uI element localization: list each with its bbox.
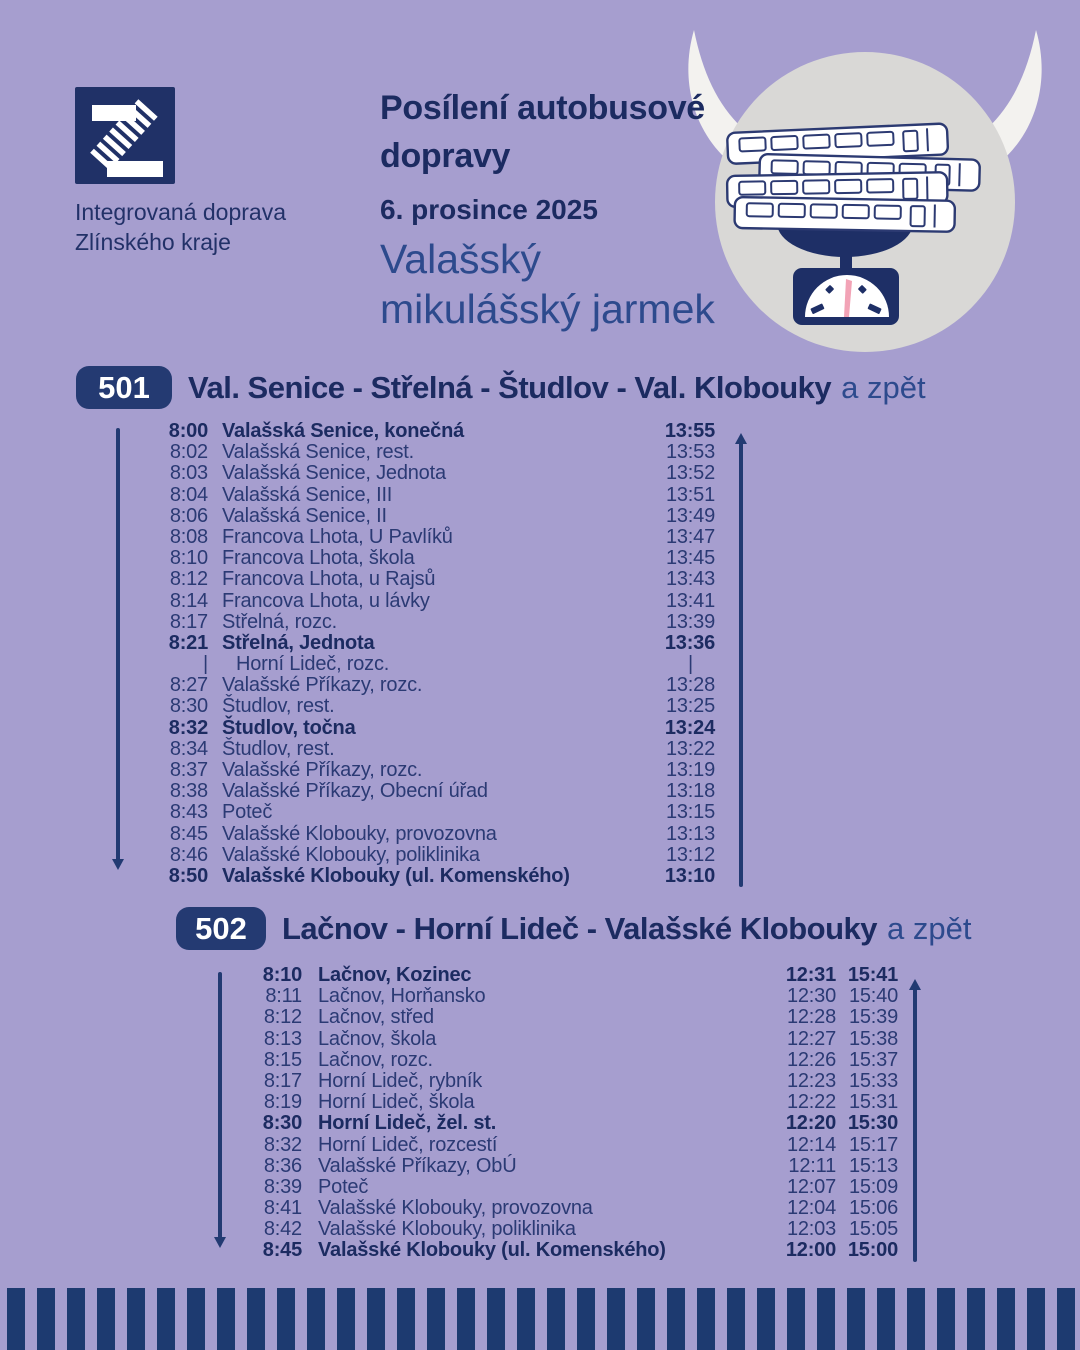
departure-time: 8:10: [262, 964, 302, 986]
timetable-row: [130, 802, 715, 823]
timetable-row: [130, 463, 715, 484]
stop-name: Střelná, Jednota: [222, 631, 375, 654]
route-501-return-arrow: [739, 438, 743, 887]
timetable-row: [130, 442, 715, 463]
return-time: 13:13: [665, 822, 715, 845]
return-time: 13:19: [665, 759, 715, 781]
brand-caption-line1: Integrovaná doprava: [75, 199, 286, 225]
return-time: 15:38: [848, 1027, 898, 1050]
timetable-row: [130, 675, 715, 696]
return-time: 13:10: [664, 864, 715, 887]
stop-name: Valašské Klobouky (ul. Komenského): [222, 864, 570, 887]
departure-time: 8:03: [169, 462, 208, 485]
timetable-row: [228, 965, 898, 986]
stop-name: Horní Lideč, žel. st.: [318, 1112, 497, 1135]
return-time: 12:26: [786, 1048, 836, 1071]
stop-name: Valašské Klobouky, poliklinika: [222, 843, 480, 866]
return-time: 13:53: [665, 441, 715, 464]
departure-time: 8:41: [263, 1197, 302, 1220]
return-time: 12:07: [786, 1175, 836, 1198]
departure-time: 8:12: [169, 568, 208, 591]
return-time: 15:33: [848, 1069, 898, 1092]
poster-title-line1: Posílení autobusové: [380, 89, 705, 127]
bus-icon: [734, 197, 955, 232]
stop-name: Francova Lhota, u lávky: [222, 589, 430, 612]
return-time: 13:28: [665, 674, 715, 697]
return-time: 13:41: [665, 589, 715, 612]
departure-time: 8:32: [168, 716, 208, 739]
return-time: 12:30: [786, 985, 836, 1008]
stop-name: Valašské Klobouky, provozovna: [222, 822, 497, 845]
timetable-row: [228, 1219, 898, 1240]
poster-title-line2: dopravy: [380, 137, 511, 175]
departure-time: 8:43: [169, 801, 208, 824]
departure-time: 8:06: [169, 504, 208, 527]
route-501-suffix: a zpět: [841, 369, 926, 405]
return-time: 13:24: [664, 716, 715, 739]
return-time: 13:36: [664, 631, 715, 654]
return-time: 15:40: [848, 985, 898, 1008]
departure-time: 8:15: [263, 1048, 302, 1071]
return-time: 13:22: [665, 737, 715, 760]
event-title-line2: mikulášský jarmek: [380, 286, 715, 332]
timetable-row: [228, 1071, 898, 1092]
return-time: 12:04: [786, 1197, 836, 1220]
timetable-row: [130, 718, 715, 739]
departure-time: 8:17: [263, 1069, 302, 1092]
route-501-badge: 501: [76, 366, 172, 409]
route-501-timetable: [130, 421, 715, 887]
return-time: 12:22: [786, 1091, 836, 1114]
return-time: |: [688, 653, 693, 676]
stop-name: Valašské Klobouky (ul. Komenského): [318, 1239, 666, 1262]
departure-time: 8:30: [169, 695, 208, 718]
return-time: 13:15: [665, 801, 715, 824]
return-time: 12:03: [786, 1218, 836, 1241]
timetable-row: [228, 986, 898, 1007]
timetable-row: [130, 760, 715, 781]
timetable-row: [130, 421, 715, 442]
departure-time: 8:27: [169, 674, 208, 697]
return-time: 15:39: [848, 1006, 898, 1029]
event-title: [380, 234, 715, 334]
return-time: 12:20: [785, 1112, 836, 1135]
departure-time: 8:37: [169, 759, 208, 781]
return-time: 13:12: [665, 843, 715, 866]
return-time: 13:25: [665, 695, 715, 718]
departure-time: 8:04: [169, 483, 208, 506]
route-502-title: Lačnov - Horní Lideč - Valašské Klobouky: [282, 910, 878, 946]
stop-name: Francova Lhota, u Rajsů: [222, 568, 436, 591]
departure-time: 8:42: [263, 1218, 302, 1241]
departure-time: 8:45: [169, 822, 208, 845]
route-502-timetable: [228, 965, 898, 1262]
return-time: 13:52: [665, 462, 715, 485]
timetable-row: [130, 569, 715, 590]
timetable-row: [228, 1177, 898, 1198]
stop-name: Študlov, rest.: [222, 695, 335, 718]
stop-name: Študlov, rest.: [222, 737, 335, 760]
route-501-header: [76, 366, 926, 409]
stop-name: Poteč: [318, 1175, 369, 1198]
stop-name: Valašská Senice, konečná: [222, 420, 465, 442]
return-time: 15:31: [848, 1091, 898, 1114]
timetable-row: [228, 1135, 898, 1156]
return-time: 12:31: [785, 964, 836, 986]
return-time: 13:47: [665, 525, 715, 548]
route-502-header: [176, 907, 971, 950]
departure-time: 8:21: [168, 631, 208, 654]
return-time: 15:05: [848, 1218, 898, 1241]
return-time: 13:18: [665, 780, 715, 803]
return-time: 15:06: [848, 1197, 898, 1220]
stop-name: Valašské Klobouky, provozovna: [318, 1197, 593, 1220]
timetable-row: [130, 654, 715, 675]
timetable-row: [130, 506, 715, 527]
return-time: 13:39: [665, 610, 715, 633]
stop-name: Francova Lhota, U Pavlíků: [222, 525, 453, 548]
stop-name: Valašské Klobouky, poliklinika: [318, 1218, 576, 1241]
return-time: 12:00: [785, 1239, 836, 1262]
stop-name: Valašské Příkazy, rozc.: [222, 759, 423, 781]
brand-caption-line2: Zlínského kraje: [75, 229, 231, 255]
route-502-return-arrow: [913, 984, 917, 1262]
stop-name: Študlov, točna: [222, 716, 356, 739]
timetable-row: [130, 633, 715, 654]
timetable-row: [228, 1240, 898, 1261]
return-time: 12:28: [786, 1006, 836, 1029]
route-502-badge: 502: [176, 907, 266, 950]
return-time: 12:27: [786, 1027, 836, 1050]
stop-name: Poteč: [222, 801, 273, 824]
brand-caption: [75, 197, 286, 257]
stop-name: Lačnov, škola: [318, 1027, 437, 1050]
departure-time: 8:14: [169, 589, 208, 612]
departure-time: 8:36: [263, 1154, 302, 1177]
return-time: 15:17: [848, 1133, 898, 1156]
return-time: 15:13: [848, 1154, 898, 1177]
timetable-row: [130, 548, 715, 569]
timetable-row: [130, 527, 715, 548]
stop-name: Horní Lideč, rozcestí: [318, 1133, 498, 1156]
route-501-title: Val. Senice - Střelná - Študlov - Val. Klobouky: [188, 369, 832, 405]
departure-time: |: [203, 653, 208, 676]
return-time: 12:23: [786, 1069, 836, 1092]
timetable-row: [228, 1113, 898, 1134]
timetable-row: [130, 485, 715, 506]
stop-name: Valašská Senice, Jednota: [222, 462, 446, 485]
stop-name: Francova Lhota, škola: [222, 547, 415, 570]
timetable-row: [228, 1029, 898, 1050]
timetable-row: [130, 781, 715, 802]
return-time: 15:30: [847, 1112, 898, 1135]
poster-title: [380, 84, 705, 180]
return-time: 13:51: [665, 483, 715, 506]
route-501-outbound-arrow: [116, 428, 120, 865]
stop-name: Lačnov, střed: [318, 1006, 434, 1029]
idzk-logo-icon: [75, 87, 175, 184]
departure-time: 8:39: [263, 1175, 302, 1198]
timetable-row: [130, 612, 715, 633]
timetable-row: [228, 1092, 898, 1113]
stop-name: Střelná, rozc.: [222, 610, 338, 633]
stop-name: Horní Lideč, rozc.: [236, 653, 390, 676]
stop-name: Valašské Příkazy, Obecní úřad: [222, 780, 488, 803]
departure-time: 8:02: [169, 441, 208, 464]
stop-name: Lačnov, Horňansko: [318, 985, 486, 1008]
return-time: 15:37: [848, 1048, 898, 1071]
timetable-row: [130, 696, 715, 717]
return-time: 15:09: [848, 1175, 898, 1198]
stop-name: Valašská Senice, III: [222, 483, 393, 506]
departure-time: 8:08: [169, 525, 208, 548]
timetable-row: [228, 1198, 898, 1219]
return-time: 12:14: [786, 1133, 836, 1156]
departure-time: 8:32: [263, 1133, 302, 1156]
return-time: 13:43: [665, 568, 715, 591]
departure-time: 8:10: [169, 547, 208, 570]
timetable-row: [228, 1156, 898, 1177]
stop-name: Valašská Senice, rest.: [222, 441, 414, 464]
return-time: 13:45: [665, 547, 715, 570]
return-time: 12:11: [788, 1154, 836, 1177]
return-time: 13:55: [664, 420, 715, 442]
stop-name: Horní Lideč, rybník: [318, 1069, 483, 1092]
return-time: 15:00: [847, 1239, 898, 1262]
timetable-row: [130, 739, 715, 760]
stop-name: Lačnov, Kozinec: [318, 964, 472, 986]
timetable-row: [228, 1007, 898, 1028]
stop-name: Horní Lideč, škola: [318, 1091, 475, 1114]
departure-time: 8:50: [168, 864, 208, 887]
stop-name: Lačnov, rozc.: [318, 1048, 433, 1071]
stop-name: Valašské Příkazy, ObÚ: [318, 1154, 517, 1177]
timetable-row: [228, 1050, 898, 1071]
route-502-outbound-arrow: [218, 972, 222, 1243]
event-title-line1: Valašský: [380, 236, 542, 282]
stop-name: Valašská Senice, II: [222, 504, 387, 527]
departure-time: 8:46: [169, 843, 208, 866]
departure-time: 8:45: [262, 1239, 302, 1262]
departure-time: 8:17: [169, 610, 208, 633]
footer-stripes: [0, 1288, 1080, 1350]
departure-time: 8:34: [169, 737, 208, 760]
departure-time: 8:00: [168, 420, 208, 442]
event-date: 6. prosince 2025: [380, 194, 598, 225]
timetable-row: [130, 866, 715, 887]
return-time: 13:49: [665, 504, 715, 527]
timetable-row: [130, 845, 715, 866]
departure-time: 8:11: [265, 985, 302, 1008]
return-time: 15:41: [847, 964, 898, 986]
departure-time: 8:13: [263, 1027, 302, 1050]
timetable-row: [130, 824, 715, 845]
route-502-suffix: a zpět: [887, 910, 972, 946]
departure-time: 8:12: [263, 1006, 302, 1029]
departure-time: 8:38: [169, 780, 208, 803]
departure-time: 8:30: [262, 1112, 302, 1135]
stop-name: Valašské Příkazy, rozc.: [222, 674, 423, 697]
timetable-row: [130, 591, 715, 612]
departure-time: 8:19: [263, 1091, 302, 1114]
